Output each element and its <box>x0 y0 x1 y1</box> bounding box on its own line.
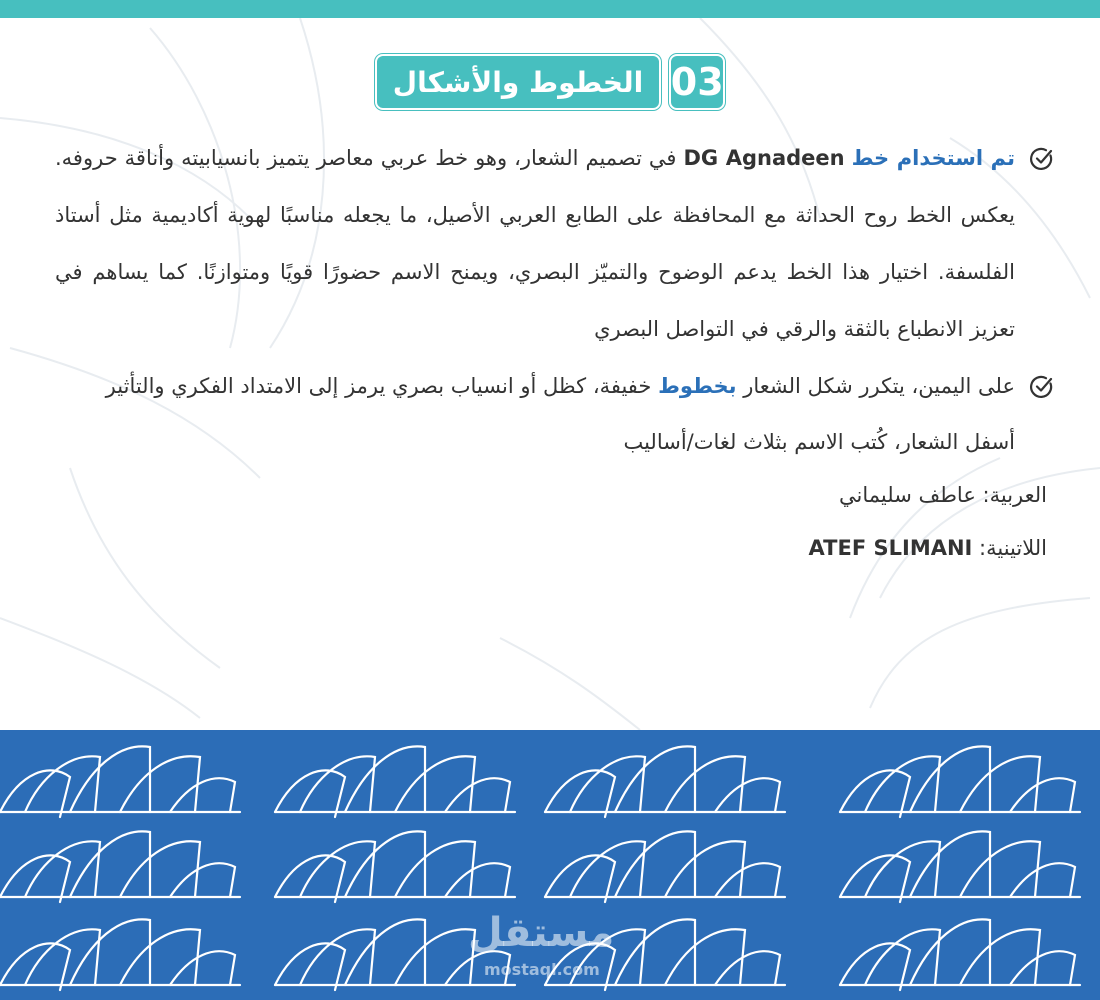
latin-name-line <box>55 522 1047 575</box>
font-name: DG Agnadeen <box>683 146 845 170</box>
highlight-lines: بخطوط <box>658 374 737 398</box>
watermark-name: مستقل <box>468 910 615 956</box>
paragraph-fonts <box>55 130 1047 358</box>
arabic-name: عاطف سليماني <box>839 483 976 507</box>
paragraph-shapes <box>55 358 1047 415</box>
top-accent-bar <box>0 0 1100 18</box>
section-number: 03 <box>669 54 725 110</box>
latin-label: اللاتينية: <box>979 536 1047 560</box>
content-body <box>55 130 1047 575</box>
highlight-font-used: تم استخدام خط <box>851 146 1016 170</box>
section-heading <box>0 54 1100 110</box>
watermark-url: mostaql.com <box>484 960 600 979</box>
check-circle-icon <box>1029 374 1055 400</box>
check-circle-icon <box>1029 146 1055 172</box>
shapes-text-after: خفيفة، كظل أو انسياب بصري يرمز إلى الامتداد الفكري والتأثير <box>105 374 652 398</box>
latin-name: ATEF SLIMANI <box>808 536 973 560</box>
languages-intro: أسفل الشعار، كُتب الاسم بثلاث لغات/أساليب <box>623 430 1015 454</box>
paragraph-fonts-text: في تصميم الشعار، وهو خط عربي معاصر يتميز بانسيابيته وأناقة حروفه. يعكس الخط روح الحداثة مع المحافظة على الطابع العربي الأصيل، ما يجعله مناسبًا لهوية أكاديمية مثل أستاذ الفلسفة. اختيار هذا الخط يدعم الوضوح والتميّز البصري، ويمنح الاسم حضورًا قويًا ومتوازنًا. كما يساهم في تعزيز الانطباع بالثقة والرقي في التواصل البصري <box>55 146 1015 341</box>
section-title: الخطوط والأشكال <box>375 54 661 110</box>
arabic-name-line <box>55 469 1047 522</box>
arabic-label: العربية: <box>982 483 1047 507</box>
shapes-text-before: على اليمين، يتكرر شكل الشعار <box>743 374 1015 398</box>
